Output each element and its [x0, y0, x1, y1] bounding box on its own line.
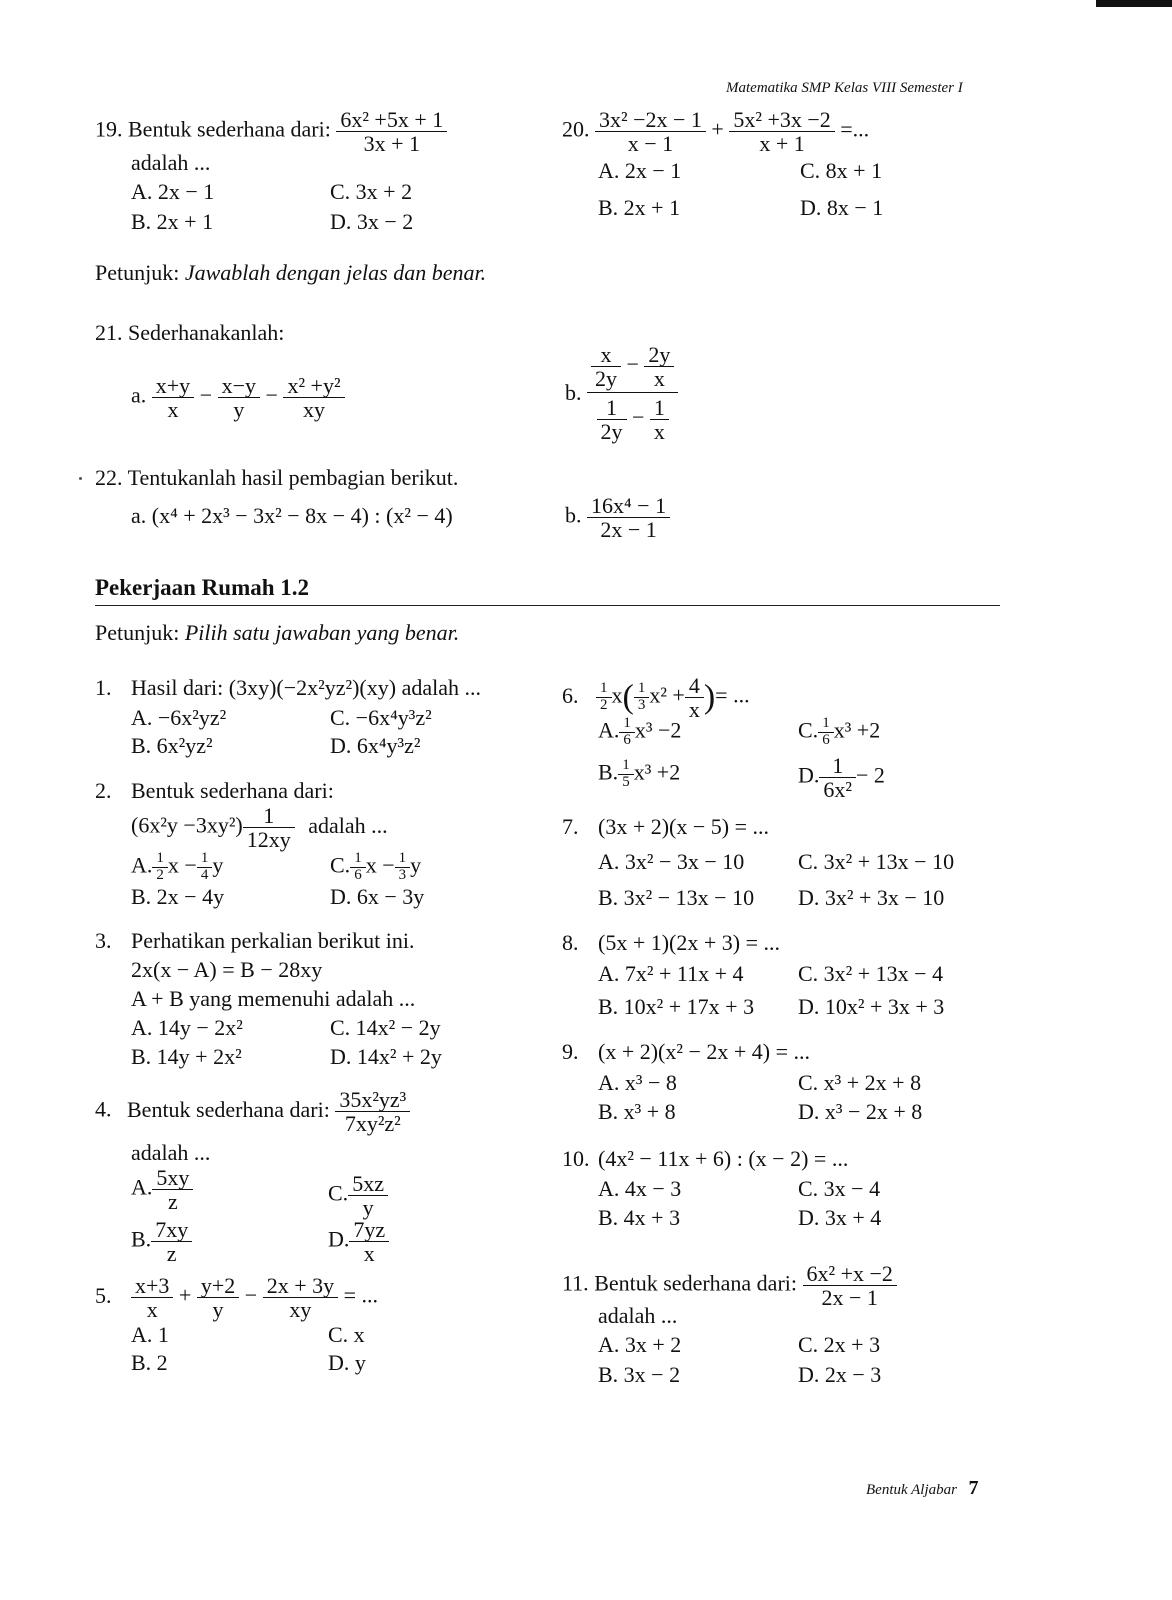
- section-divider: [95, 605, 1000, 606]
- expression-22a: a. (x⁴ + 2x³ − 3x² − 8x − 4) : (x² − 4): [131, 503, 453, 528]
- question-number: 20.: [562, 116, 590, 142]
- question-number: 19.: [95, 116, 123, 142]
- option-c: C. 2x + 3: [798, 1332, 881, 1357]
- question-number: 6.: [562, 682, 579, 708]
- question-9-number: 9.: [562, 1039, 579, 1064]
- option-d: D. y: [328, 1350, 366, 1375]
- question-number: 21.: [95, 320, 123, 345]
- fraction: $\frac{x+3}{x}$: [133, 1274, 171, 1321]
- question-6: 6. $\frac{1}{2}$ x( $\frac{1}{3}$ x² + $\frac{4}{x}$ )= ...: [562, 673, 750, 723]
- part-label: b.: [565, 502, 582, 528]
- option-c: C. 14x² − 2y: [330, 1015, 441, 1040]
- option-d: D. 2x − 3: [798, 1362, 882, 1387]
- question-text: (3x + 2)(x − 5) = ...: [598, 814, 770, 839]
- option-b: B. 4x + 3: [598, 1205, 681, 1230]
- question-text: Bentuk sederhana dari:: [131, 778, 334, 803]
- option-a: A. $\frac{1}{6}$ x³ −2: [598, 715, 682, 748]
- option-b: B. 2x + 1: [131, 209, 214, 234]
- question-20: [562, 108, 869, 155]
- question-10-number: 10.: [562, 1146, 590, 1171]
- option-c: C. −6x⁴y³z²: [330, 705, 432, 730]
- option-a: A. x³ − 8: [598, 1070, 677, 1095]
- fraction: $\frac{x}{2y}$: [593, 343, 619, 390]
- question-5: 5. $\frac{x+3}{x}$ + $\frac{y+2}{y}$ − $\frac{2x + 3y}{xy}$ = ...: [95, 1273, 379, 1323]
- option-a: A. 3x + 2: [598, 1332, 682, 1357]
- question-2-number: 2.: [95, 778, 112, 803]
- page-number: 7: [968, 1477, 979, 1499]
- option-c: C. 3x − 4: [798, 1176, 881, 1201]
- page-footer: [866, 1476, 978, 1498]
- question-22: [95, 467, 458, 489]
- option-c: C. 3x + 2: [330, 179, 413, 204]
- instruction-text: Jawablah dengan jelas dan benar.: [184, 260, 487, 285]
- option-c: C. 3x² + 13x − 10: [798, 849, 955, 874]
- option-a: A. −6x²yz²: [131, 705, 227, 730]
- option-b: B. x³ + 8: [598, 1099, 676, 1124]
- question-line: 2x(x − A) = B − 28xy: [131, 957, 323, 982]
- expression-21b: [565, 343, 678, 443]
- fraction: $\frac{\text{16x⁴ − 1}}{2x - 1}$: [589, 494, 668, 541]
- question-number: 22.: [95, 465, 123, 490]
- option-d: D. 10x² + 3x + 3: [798, 994, 945, 1019]
- option-c: C. x: [328, 1322, 365, 1347]
- part-label: a.: [131, 382, 147, 408]
- option-a: A. 3x² − 3x − 10: [598, 849, 745, 874]
- option-d: D. 8x − 1: [800, 195, 884, 220]
- question-1-number: 1.: [95, 675, 112, 700]
- question-number: 5.: [95, 1282, 112, 1308]
- option-d: D. 3x − 2: [330, 209, 414, 234]
- option-a: A. $\frac{1}{2}$ x − $\frac{1}{4}$ y: [131, 850, 224, 883]
- operator: −: [265, 382, 278, 408]
- question-text: Bentuk sederhana dari:: [594, 1270, 797, 1296]
- option-d: D. $\frac{1}{\text{6x²}}$ − 2: [798, 753, 885, 803]
- question-text: (x + 2)(x² − 2x + 4) = ...: [598, 1039, 811, 1064]
- fraction: $\frac{\text{35x²yz³}}{\text{7xy²z²}}$: [337, 1088, 408, 1135]
- option-c: C. $\frac{1}{6}$ x − $\frac{1}{3}$ y: [330, 850, 422, 883]
- fraction: $\frac{\text{6x² +x −2}}{2x - 1}$: [805, 1262, 895, 1309]
- option-c: C. $\frac{1}{6}$ x³ +2: [798, 715, 881, 748]
- option-b: B. 6x²yz²: [131, 733, 213, 758]
- question-tail: adalah ...: [131, 1140, 211, 1165]
- instruction: [95, 262, 486, 284]
- question-text: (4x² − 11x + 6) : (x − 2) = ...: [598, 1146, 849, 1171]
- instruction: [95, 622, 459, 644]
- option-d: D. x³ − 2x + 8: [798, 1099, 923, 1124]
- instruction-label: Petunjuk:: [95, 620, 180, 645]
- question-text: (5x + 1)(2x + 3) = ...: [598, 930, 781, 955]
- option-b: B. 3x − 2: [598, 1362, 681, 1387]
- fraction: $\frac{y+2}{y}$: [199, 1274, 237, 1321]
- option-b: B. 2: [131, 1350, 168, 1375]
- fraction: $\frac{x+y}{x}$: [154, 374, 192, 421]
- option-d: D. 14x² + 2y: [330, 1044, 442, 1069]
- question-21: [95, 322, 284, 344]
- option-a: A. 2x − 1: [131, 179, 215, 204]
- option-b: B. $\frac{7xy}{z}$: [131, 1218, 192, 1265]
- instruction-text: Pilih satu jawaban yang benar.: [184, 620, 460, 645]
- top-edge-mark: [1096, 0, 1172, 7]
- option-a: A. 1: [131, 1322, 169, 1347]
- option-b: B. 10x² + 17x + 3: [598, 994, 755, 1019]
- equals: =...: [840, 116, 870, 142]
- question-3-number: 3.: [95, 928, 112, 953]
- question-number: 4.: [95, 1096, 112, 1122]
- expression: (6x²y −3xy²) $\frac{1}{12xy}$ adalah ...: [131, 803, 388, 853]
- option-b: B. 2x − 4y: [131, 884, 225, 909]
- fraction: $\frac{1}{2y}$: [599, 396, 625, 443]
- question-19: [95, 108, 447, 155]
- question-text: Hasil dari: (3xy)(−2x²yz²)(xy) adalah ...: [131, 675, 481, 700]
- option-d: D. 6x⁴y³z²: [330, 733, 421, 758]
- fraction: $\frac{\text{5x² +3x −2}}{x + 1}$: [731, 108, 832, 155]
- question-number: 11.: [562, 1270, 589, 1296]
- question-tail: adalah ...: [598, 1303, 678, 1328]
- section-title: Pekerjaan Rumah 1.2: [95, 575, 310, 600]
- option-b: B. $\frac{1}{5}$ x³ +2: [598, 757, 681, 790]
- part-label: b.: [565, 380, 582, 406]
- fraction: $\frac{2y}{x}$: [646, 343, 672, 390]
- fraction: $\frac{\text{x² +y²}}{xy}$: [285, 374, 342, 421]
- option-a: A. 4x − 3: [598, 1176, 682, 1201]
- question-8-number: 8.: [562, 930, 579, 955]
- question-text: Sederhanakanlah:: [128, 320, 285, 345]
- option-c: C. x³ + 2x + 8: [798, 1070, 922, 1095]
- option-c: C. 3x² + 13x − 4: [798, 961, 944, 986]
- complex-fraction: $\frac{x}{2y}$ − $\frac{2y}{x}$ $\frac{1}{2y}$ − $\frac{1}{x}$: [589, 343, 676, 443]
- fraction: $\frac{\text{3x² −2x − 1}}{x - 1}$: [597, 108, 704, 155]
- footer-label: Bentuk Aljabar: [866, 1482, 957, 1498]
- question-tail: adalah ...: [131, 150, 211, 175]
- question-4: [95, 1088, 410, 1135]
- expression-21a: [131, 374, 345, 421]
- option-d: D. 3x + 4: [798, 1205, 882, 1230]
- question-line: A + B yang memenuhi adalah ...: [131, 986, 416, 1011]
- option-d: D. 3x² + 3x − 10: [798, 885, 945, 910]
- question-text: Bentuk sederhana dari:: [127, 1096, 330, 1122]
- option-d: D. $\frac{7yz}{x}$: [328, 1218, 389, 1265]
- option-c: C. 8x + 1: [800, 158, 883, 183]
- operator: +: [711, 116, 724, 142]
- question-text: Bentuk sederhana dari:: [128, 116, 331, 142]
- option-a: A. 7x² + 11x + 4: [598, 961, 744, 986]
- question-7-number: 7.: [562, 814, 579, 839]
- scan-speck: [79, 477, 82, 480]
- page-header: Matematika SMP Kelas VIII Semester I: [726, 80, 963, 96]
- option-b: B. 2x + 1: [598, 195, 681, 220]
- option-b: B. 3x² − 13x − 10: [598, 885, 755, 910]
- option-a: A. $\frac{5xy}{z}$: [131, 1166, 193, 1213]
- option-d: D. 6x − 3y: [330, 884, 425, 909]
- option-b: B. 14y + 2x²: [131, 1044, 242, 1069]
- option-a: A. 2x − 1: [598, 158, 682, 183]
- fraction: $\frac{\text{6x² +5x + 1}}{3x + 1}$: [338, 108, 445, 155]
- fraction: $\frac{1}{x}$: [652, 396, 667, 443]
- fraction: $\frac{x-y}{y}$: [220, 374, 258, 421]
- option-c: C. $\frac{5xz}{y}$: [328, 1172, 388, 1219]
- fraction: $\frac{2x + 3y}{xy}$: [265, 1274, 336, 1321]
- question-text: Perhatikan perkalian berikut ini.: [131, 928, 415, 953]
- option-a: A. 14y − 2x²: [131, 1015, 243, 1040]
- operator: −: [199, 382, 213, 408]
- question-text: Tentukanlah hasil pembagian berikut.: [127, 465, 459, 490]
- instruction-label: Petunjuk:: [95, 260, 180, 285]
- fraction: $\frac{1}{12xy}$: [245, 804, 293, 851]
- expression-22b: [565, 494, 670, 541]
